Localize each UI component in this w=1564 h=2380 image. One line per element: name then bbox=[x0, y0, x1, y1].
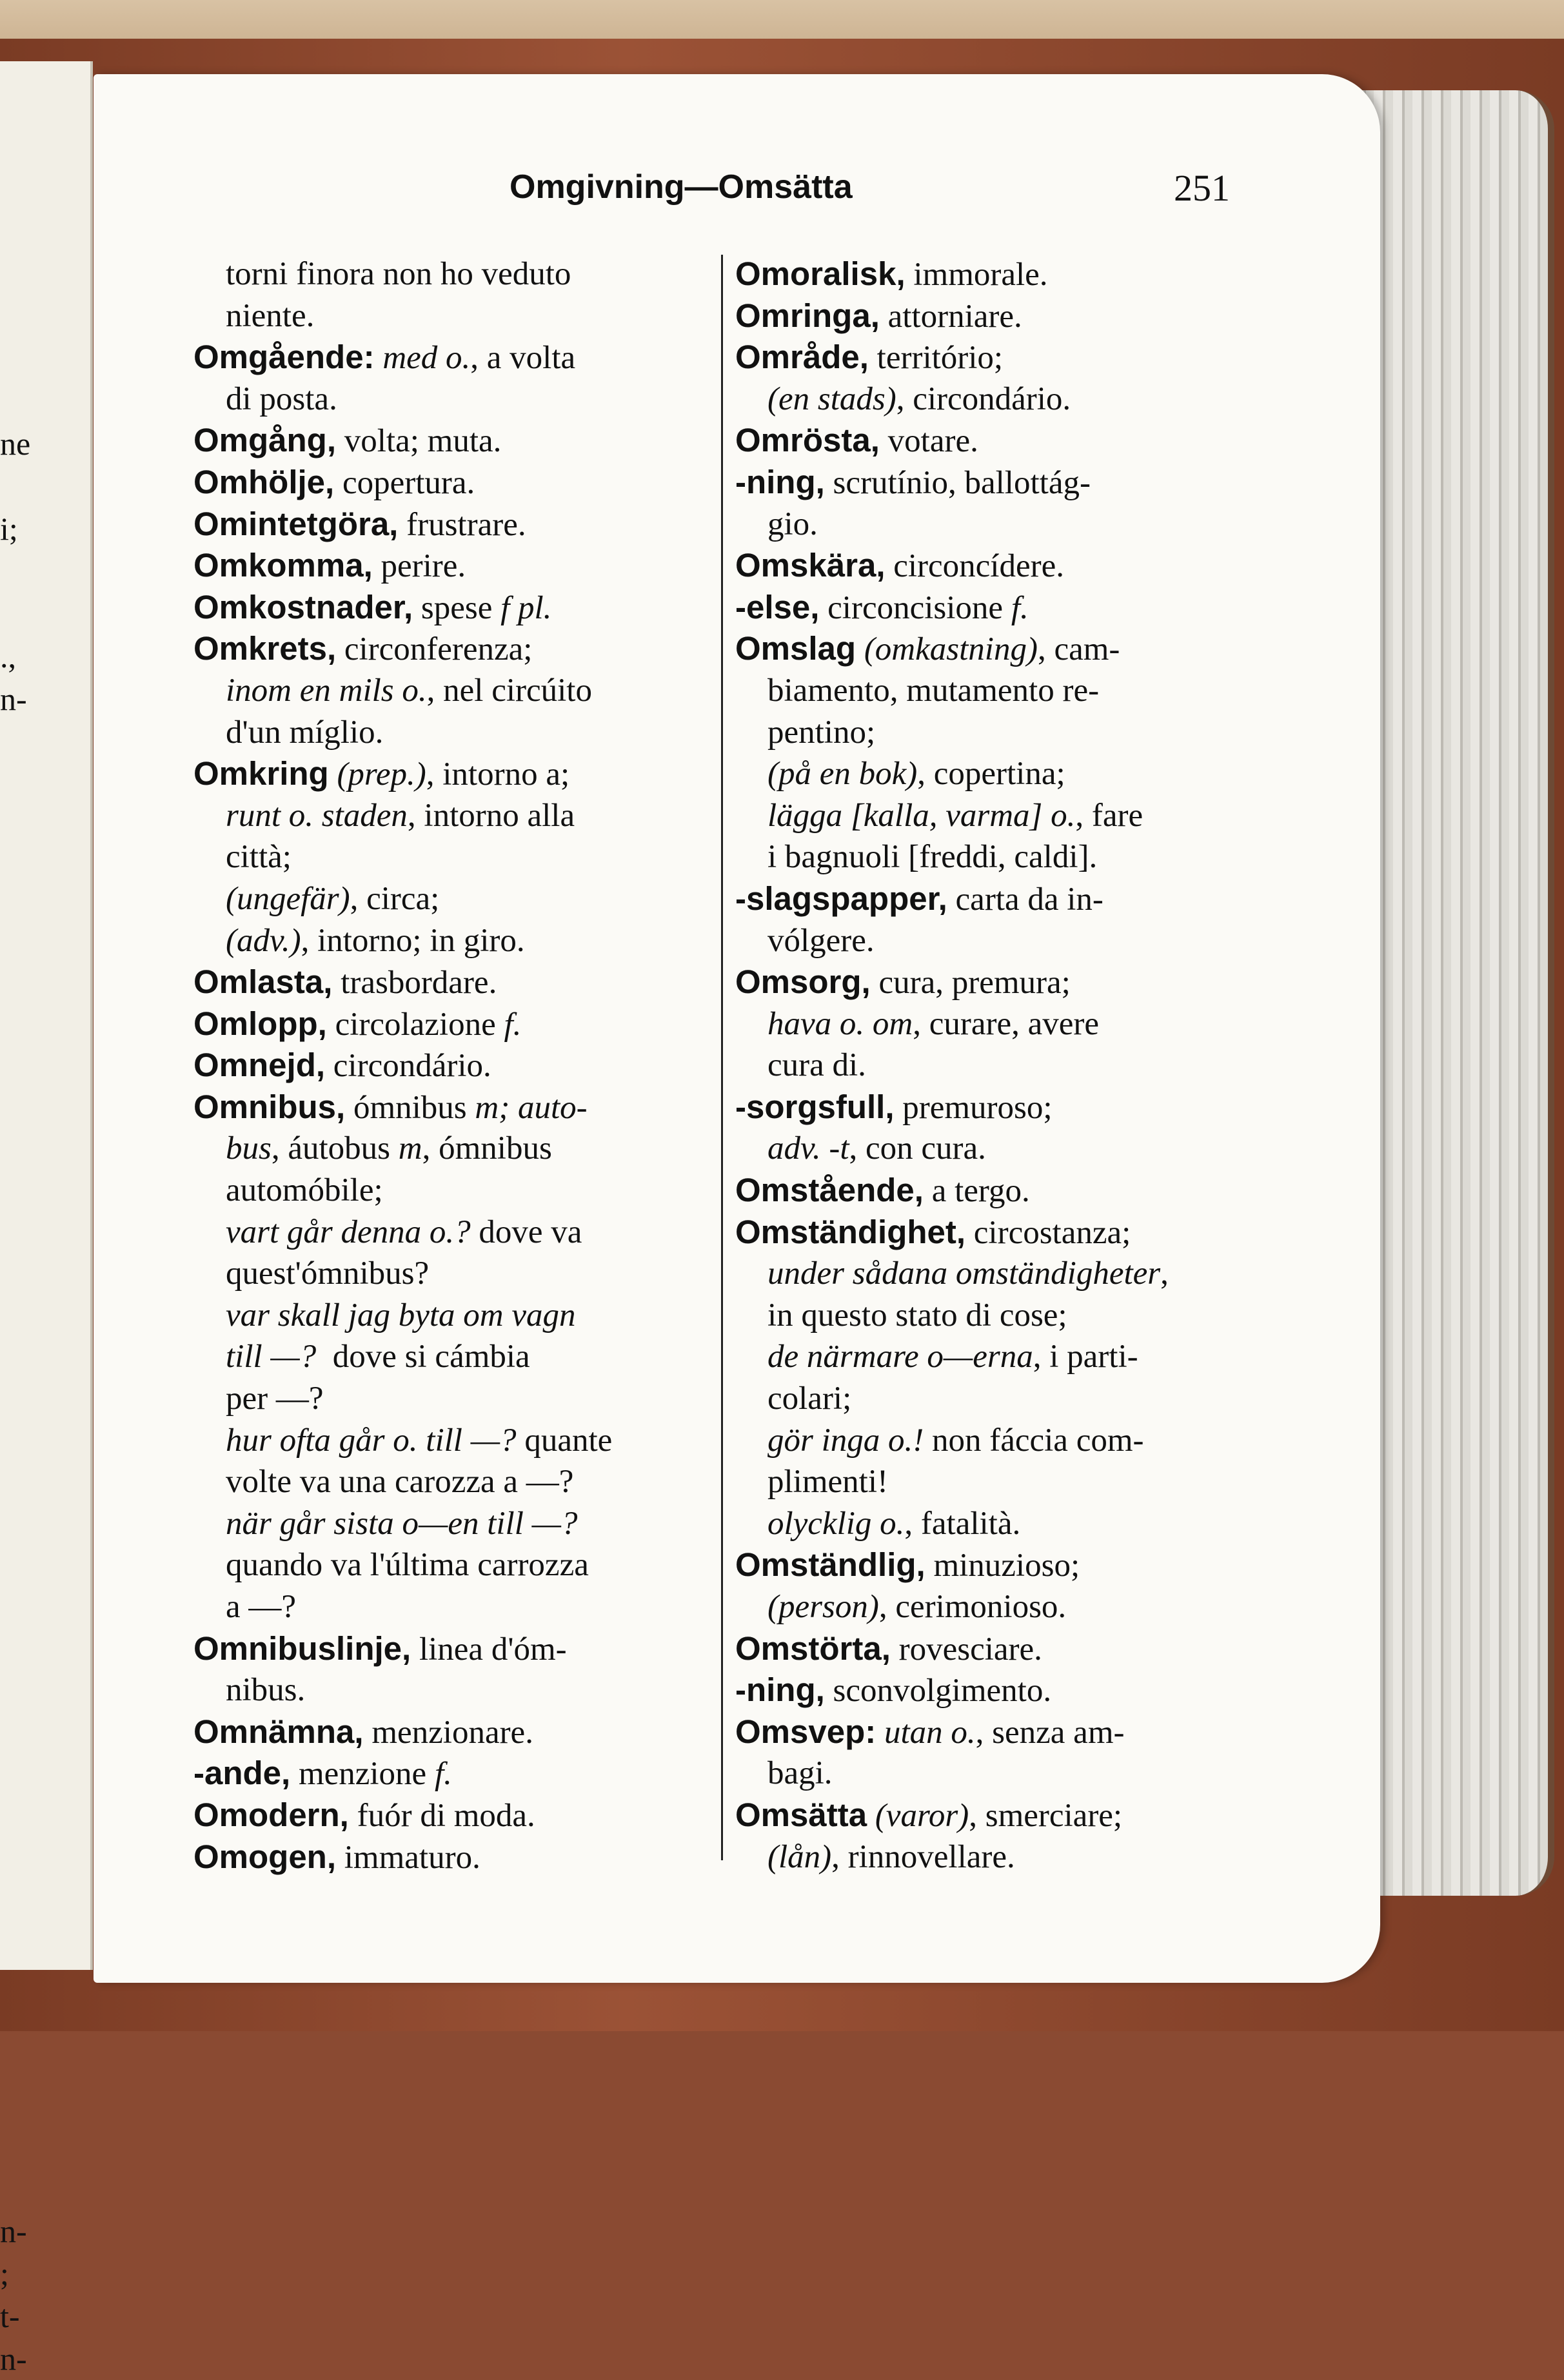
dictionary-line bbox=[735, 504, 1251, 546]
dictionary-line bbox=[193, 587, 709, 629]
translation-text: menzione bbox=[290, 1756, 435, 1793]
headword: -ande, bbox=[193, 1755, 291, 1792]
translation-text: premuroso; bbox=[894, 1089, 1053, 1126]
translation-text: plimenti! bbox=[767, 1464, 888, 1500]
facing-page-fragment bbox=[0, 465, 19, 507]
dictionary-line bbox=[193, 1295, 709, 1337]
translation-text: território; bbox=[868, 340, 1004, 377]
dictionary-line bbox=[193, 1378, 709, 1420]
dictionary-line bbox=[193, 504, 709, 546]
dictionary-line bbox=[735, 1045, 1251, 1087]
dictionary-line bbox=[735, 1586, 1251, 1628]
dictionary-line bbox=[735, 1836, 1251, 1878]
italic-phrase: med o. bbox=[382, 340, 471, 377]
dictionary-line bbox=[735, 1628, 1251, 1670]
translation-text: in questo stato di cose; bbox=[767, 1297, 1067, 1333]
translation-text: pentino; bbox=[767, 714, 876, 751]
italic-phrase: bus bbox=[226, 1130, 272, 1167]
facing-page-fragment: i; bbox=[0, 511, 18, 547]
translation-text: , intorno alla bbox=[407, 797, 575, 834]
facing-page-fragment bbox=[0, 1146, 19, 1188]
translation-text: cura di. bbox=[767, 1047, 866, 1084]
dictionary-line bbox=[193, 753, 709, 795]
translation-text: votare. bbox=[879, 423, 978, 460]
facing-page-fragment bbox=[0, 1444, 19, 1486]
italic-phrase: inom en mils o. bbox=[226, 672, 427, 709]
headword: -ning, bbox=[735, 1671, 825, 1709]
translation-text: circoncídere. bbox=[885, 548, 1064, 585]
dictionary-line bbox=[735, 1087, 1251, 1128]
italic-phrase: gör inga o.! bbox=[767, 1422, 924, 1459]
translation-text: , rinnovellare. bbox=[831, 1838, 1015, 1875]
translation-text: , senza am- bbox=[975, 1714, 1125, 1751]
italic-phrase: f. bbox=[434, 1756, 452, 1793]
dictionary-line bbox=[193, 462, 709, 504]
translation-text: , copertina; bbox=[917, 756, 1065, 792]
facing-page-fragment bbox=[0, 1231, 19, 1274]
translation-text: dove va bbox=[470, 1214, 582, 1250]
facing-page-fragment bbox=[0, 1316, 19, 1359]
facing-page-fragment bbox=[0, 1912, 19, 1954]
dictionary-line bbox=[193, 1795, 709, 1836]
translation-text: , cerimonioso. bbox=[878, 1589, 1067, 1625]
translation-text: spese bbox=[413, 589, 501, 626]
dictionary-line bbox=[193, 1336, 709, 1378]
dictionary-line bbox=[735, 920, 1251, 962]
headword: Omsätta bbox=[735, 1796, 867, 1833]
page-header-title: Omgivning—Omsätta bbox=[510, 168, 853, 206]
translation-text: dove si cámbia bbox=[316, 1339, 530, 1375]
italic-phrase: m; auto- bbox=[475, 1089, 588, 1126]
italic-phrase: (på en bok) bbox=[767, 756, 918, 792]
dictionary-line bbox=[193, 920, 709, 962]
translation-text: linea d'óm- bbox=[411, 1631, 567, 1667]
facing-page-fragment bbox=[0, 1742, 19, 1784]
dictionary-line bbox=[193, 1253, 709, 1295]
italic-phrase: till —? bbox=[226, 1339, 317, 1375]
dictionary-line bbox=[193, 712, 709, 754]
dictionary-line bbox=[735, 1753, 1251, 1795]
facing-page-fragment: n- bbox=[0, 2213, 27, 2249]
translation-text bbox=[876, 1715, 884, 1751]
facing-page-fragment bbox=[0, 1784, 19, 1827]
italic-phrase: (omkastning) bbox=[864, 631, 1038, 668]
translation-text bbox=[867, 1798, 875, 1834]
translation-text: a —? bbox=[226, 1589, 297, 1625]
translation-text: circondário. bbox=[325, 1048, 491, 1085]
dictionary-line bbox=[193, 295, 709, 337]
dictionary-line bbox=[735, 1212, 1251, 1254]
translation-text: circonferenza; bbox=[336, 631, 533, 668]
facing-page-fragment bbox=[0, 1188, 19, 1231]
translation-text: , smerciare; bbox=[969, 1797, 1123, 1834]
translation-text: bagi. bbox=[767, 1755, 833, 1792]
facing-page-fragment bbox=[0, 933, 19, 976]
italic-phrase: var skall jag byta om vagn bbox=[226, 1297, 576, 1333]
italic-phrase: runt o. staden bbox=[226, 797, 408, 834]
italic-phrase: f. bbox=[1011, 589, 1029, 626]
headword: Omrösta, bbox=[735, 422, 880, 459]
dictionary-line bbox=[735, 1420, 1251, 1462]
dictionary-line bbox=[193, 1420, 709, 1462]
translation-text: circolazione bbox=[326, 1006, 504, 1043]
italic-phrase: (varor) bbox=[875, 1797, 969, 1834]
dictionary-line bbox=[735, 836, 1251, 878]
headword: -else, bbox=[735, 588, 820, 625]
translation-text: quante bbox=[516, 1422, 613, 1459]
facing-page-fragment: ; bbox=[0, 2256, 9, 2292]
headword: Omnämna, bbox=[193, 1713, 364, 1750]
facing-page-fragment bbox=[0, 1274, 19, 1316]
translation-text: , intorno; in giro. bbox=[301, 922, 525, 959]
translation-text: , fare bbox=[1075, 797, 1143, 834]
dictionary-line bbox=[735, 1128, 1251, 1170]
facing-page-fragment bbox=[0, 2040, 19, 2082]
dictionary-line bbox=[193, 1669, 709, 1711]
italic-phrase: olycklig o. bbox=[767, 1505, 905, 1542]
facing-page-fragment bbox=[0, 550, 19, 593]
italic-phrase: (adv.) bbox=[226, 922, 301, 959]
dictionary-line bbox=[735, 295, 1251, 337]
facing-page-fragment bbox=[0, 1529, 19, 1571]
headword: Omnibus, bbox=[193, 1088, 346, 1125]
headword: Omintetgöra, bbox=[193, 505, 399, 542]
translation-text: , cam- bbox=[1037, 631, 1120, 668]
translation-text: d'un míglio. bbox=[226, 714, 384, 751]
facing-page bbox=[0, 61, 93, 2377]
dictionary-line bbox=[193, 379, 709, 420]
dictionary-line bbox=[735, 1336, 1251, 1378]
translation-text: frustrare. bbox=[398, 506, 526, 543]
dictionary-line bbox=[193, 420, 709, 462]
facing-page-fragment: t- bbox=[0, 2298, 20, 2334]
facing-page-fragment bbox=[0, 2125, 19, 2167]
translation-text: per —? bbox=[226, 1381, 324, 1417]
headword: Omogen, bbox=[193, 1838, 337, 1875]
dictionary-line bbox=[193, 795, 709, 837]
headword: Omkomma, bbox=[193, 547, 373, 584]
headword: -slagspapper, bbox=[735, 880, 947, 917]
translation-text: , fatalità. bbox=[904, 1505, 1021, 1542]
dictionary-line bbox=[193, 1503, 709, 1545]
translation-text: circostanza; bbox=[965, 1214, 1131, 1251]
dictionary-line bbox=[735, 1378, 1251, 1420]
translation-text: ómnibus bbox=[345, 1089, 475, 1126]
dictionary-line bbox=[735, 379, 1251, 420]
dictionary-line bbox=[193, 1753, 709, 1795]
right-column bbox=[735, 253, 1251, 1878]
headword: Omhölje, bbox=[193, 463, 335, 500]
translation-text: , circondário. bbox=[896, 380, 1071, 417]
left-column bbox=[193, 253, 709, 1878]
facing-page-fragment bbox=[0, 2167, 19, 2210]
dictionary-line bbox=[193, 836, 709, 878]
headword: Omgång, bbox=[193, 422, 337, 459]
dictionary-line bbox=[193, 545, 709, 587]
dictionary-line bbox=[193, 670, 709, 712]
headword: Område, bbox=[735, 339, 869, 376]
italic-phrase: under sådana omständigheter bbox=[767, 1255, 1161, 1292]
dictionary-line bbox=[735, 1795, 1251, 1836]
translation-text: nibus. bbox=[226, 1672, 306, 1709]
facing-page-fragment bbox=[0, 1699, 19, 1742]
translation-text: , bbox=[1160, 1255, 1169, 1292]
facing-page-fragment bbox=[0, 593, 19, 635]
dictionary-line bbox=[735, 545, 1251, 587]
facing-page-fragment bbox=[0, 1401, 19, 1444]
headword: Omsorg, bbox=[735, 963, 871, 1001]
translation-text: minuzioso; bbox=[925, 1548, 1080, 1584]
italic-phrase: (person) bbox=[767, 1589, 879, 1625]
translation-text: sconvolgimento. bbox=[824, 1673, 1052, 1709]
translation-text: a tergo. bbox=[923, 1173, 1030, 1210]
facing-page-fragment bbox=[0, 1954, 19, 1997]
italic-phrase: de närmare o—erna bbox=[767, 1339, 1033, 1375]
italic-phrase: hur ofta går o. till —? bbox=[226, 1422, 517, 1459]
facing-page-fragment bbox=[0, 1869, 19, 1912]
dictionary-line bbox=[735, 420, 1251, 462]
dictionary-line bbox=[735, 1544, 1251, 1586]
facing-page-fragment bbox=[0, 1614, 19, 1657]
facing-page-fragment bbox=[0, 1359, 19, 1401]
headword: Omkostnader, bbox=[193, 588, 413, 625]
facing-page-fragment bbox=[0, 1103, 19, 1146]
dictionary-line bbox=[735, 712, 1251, 754]
italic-phrase: m bbox=[398, 1130, 422, 1167]
translation-text: cura, premura; bbox=[870, 965, 1071, 1001]
facing-page-fragment: n- bbox=[0, 2341, 27, 2377]
dictionary-line bbox=[735, 753, 1251, 795]
italic-phrase: (ungefär) bbox=[226, 880, 350, 917]
italic-phrase: f. bbox=[504, 1006, 522, 1043]
translation-text: i bagnuoli [freddi, caldi]. bbox=[767, 839, 1098, 876]
dictionary-line bbox=[193, 1128, 709, 1170]
facing-page-fragment bbox=[0, 1061, 19, 1103]
translation-text: biamento, mutamento re- bbox=[767, 672, 1100, 709]
dictionary-line bbox=[735, 795, 1251, 837]
facing-page-fragment: n- bbox=[0, 681, 27, 717]
translation-text: carta da in- bbox=[947, 881, 1104, 918]
translation-text: , áutobus bbox=[271, 1130, 399, 1167]
facing-page-fragment bbox=[0, 720, 19, 763]
dictionary-line bbox=[735, 1170, 1251, 1212]
headword: Omgående: bbox=[193, 339, 375, 376]
headword: Omständlig, bbox=[735, 1546, 926, 1584]
translation-text: volte va una carozza a —? bbox=[226, 1464, 574, 1500]
translation-text: quest'ómnibus? bbox=[226, 1255, 430, 1292]
dictionary-line bbox=[193, 337, 709, 379]
translation-text: , nel circúito bbox=[426, 672, 592, 709]
dictionary-line bbox=[193, 1087, 709, 1128]
headword: Omständighet, bbox=[735, 1213, 966, 1250]
italic-phrase: adv. -t bbox=[767, 1130, 849, 1167]
facing-page-fragment bbox=[0, 1571, 19, 1614]
facing-page-fragment: ., bbox=[0, 638, 16, 674]
facing-page-fragment bbox=[0, 1997, 19, 2040]
dictionary-line bbox=[735, 670, 1251, 712]
headword: Omsvep: bbox=[735, 1713, 876, 1750]
dictionary-line bbox=[735, 1711, 1251, 1753]
facing-page-fragment bbox=[0, 1827, 19, 1869]
italic-phrase: (en stads) bbox=[767, 380, 896, 417]
dictionary-line bbox=[735, 628, 1251, 670]
headword: Omkring bbox=[193, 755, 329, 792]
facing-page-fragment bbox=[0, 805, 19, 848]
dictionary-line bbox=[193, 1711, 709, 1753]
dictionary-line bbox=[735, 878, 1251, 920]
italic-phrase: lägga [kalla, varma] o. bbox=[767, 797, 1076, 834]
translation-text: non fáccia com- bbox=[924, 1422, 1144, 1459]
dictionary-line bbox=[193, 1003, 709, 1045]
translation-text: , curare, avere bbox=[913, 1005, 1099, 1042]
page-number: 251 bbox=[1174, 167, 1230, 209]
facing-page-fragment bbox=[0, 1657, 19, 1699]
translation-text: copertura. bbox=[334, 464, 475, 501]
facing-page-fragment bbox=[0, 890, 19, 933]
facing-page-fragment bbox=[0, 1486, 19, 1529]
translation-text: trasbordare. bbox=[332, 965, 497, 1001]
translation-text: gio. bbox=[767, 506, 818, 542]
italic-phrase: (prep.) bbox=[337, 756, 426, 793]
dictionary-line bbox=[193, 1045, 709, 1087]
translation-text: , i parti- bbox=[1033, 1339, 1138, 1375]
dictionary-line bbox=[193, 253, 709, 295]
dictionary-line bbox=[193, 1586, 709, 1628]
translation-text: volta; muta. bbox=[336, 423, 502, 460]
headword: Omkrets, bbox=[193, 630, 337, 667]
translation-text: automóbile; bbox=[226, 1172, 383, 1209]
dictionary-line bbox=[735, 1669, 1251, 1711]
translation-text: , ómnibus bbox=[422, 1130, 552, 1167]
dictionary-line bbox=[193, 1836, 709, 1878]
headword: Omringa, bbox=[735, 297, 880, 334]
dictionary-line bbox=[735, 1503, 1251, 1545]
headword: Omnejd, bbox=[193, 1047, 326, 1084]
translation-text: , intorno a; bbox=[426, 756, 570, 793]
italic-phrase: f pl. bbox=[500, 589, 552, 626]
facing-page-fragment bbox=[0, 848, 19, 890]
headword: Omoralisk, bbox=[735, 255, 906, 292]
dictionary-line bbox=[735, 1253, 1251, 1295]
dictionary-line bbox=[193, 1212, 709, 1254]
headword: Omlasta, bbox=[193, 963, 333, 1001]
translation-text: di posta. bbox=[226, 380, 337, 417]
dictionary-line bbox=[735, 587, 1251, 629]
dictionary-line bbox=[735, 961, 1251, 1003]
headword: -ning, bbox=[735, 463, 825, 500]
translation-text: immorale. bbox=[905, 257, 1048, 293]
translation-text: perire. bbox=[372, 548, 466, 585]
dictionary-line bbox=[735, 253, 1251, 295]
facing-page-fragment bbox=[0, 2082, 19, 2125]
translation-text: immaturo. bbox=[336, 1839, 480, 1876]
translation-text: quando va l'última carrozza bbox=[226, 1547, 589, 1584]
italic-phrase: hava o. om bbox=[767, 1005, 913, 1042]
translation-text bbox=[856, 631, 864, 667]
italic-phrase: vart går denna o.? bbox=[226, 1214, 471, 1250]
dictionary-line bbox=[735, 1003, 1251, 1045]
dictionary-line bbox=[193, 1628, 709, 1670]
dictionary-line bbox=[735, 337, 1251, 379]
headword: -sorgsfull, bbox=[735, 1088, 895, 1125]
headword: Omodern, bbox=[193, 1796, 349, 1833]
translation-text: vólgere. bbox=[767, 922, 875, 959]
dictionary-line bbox=[193, 628, 709, 670]
dictionary-line bbox=[193, 961, 709, 1003]
translation-text bbox=[375, 340, 383, 376]
translation-text: niente. bbox=[226, 297, 315, 334]
translation-text: torni finora non ho veduto bbox=[226, 256, 571, 292]
facing-page-fragment bbox=[0, 763, 19, 805]
translation-text: menzionare. bbox=[363, 1714, 533, 1751]
translation-text: colari; bbox=[767, 1381, 852, 1417]
dictionary-line bbox=[735, 1461, 1251, 1503]
translation-text bbox=[329, 756, 337, 792]
translation-text: , con cura. bbox=[849, 1130, 986, 1167]
translation-text: rovesciare. bbox=[890, 1631, 1042, 1667]
headword: Omslag bbox=[735, 630, 856, 667]
translation-text: , a volta bbox=[470, 340, 576, 377]
dictionary-line bbox=[735, 462, 1251, 504]
dictionary-line bbox=[193, 1461, 709, 1503]
dictionary-line bbox=[193, 878, 709, 920]
headword: Omlopp, bbox=[193, 1005, 327, 1042]
translation-text: città; bbox=[226, 839, 292, 876]
translation-text: , circa; bbox=[350, 880, 440, 917]
translation-text: attorniare. bbox=[879, 298, 1022, 335]
dictionary-line bbox=[735, 1295, 1251, 1337]
headword: Omstörta, bbox=[735, 1629, 891, 1667]
facing-page-fragment: ne bbox=[0, 426, 31, 462]
headword: Omskära, bbox=[735, 547, 886, 584]
translation-text: fuór di moda. bbox=[348, 1797, 535, 1834]
translation-text: scrutínio, ballottág- bbox=[824, 464, 1091, 501]
facing-page-fragment bbox=[0, 976, 19, 1018]
column-divider bbox=[721, 255, 723, 1860]
facing-page-fragment bbox=[0, 1018, 19, 1061]
italic-phrase: utan o. bbox=[884, 1714, 976, 1751]
dictionary-line bbox=[193, 1170, 709, 1212]
headword: Omstående, bbox=[735, 1172, 924, 1209]
dictionary-line bbox=[193, 1544, 709, 1586]
headword: Omnibuslinje, bbox=[193, 1629, 411, 1667]
italic-phrase: (lån) bbox=[767, 1838, 832, 1875]
facing-page-text-fragments bbox=[0, 422, 31, 2380]
italic-phrase: när går sista o—en till —? bbox=[226, 1505, 578, 1542]
translation-text: circoncisione bbox=[819, 589, 1011, 626]
